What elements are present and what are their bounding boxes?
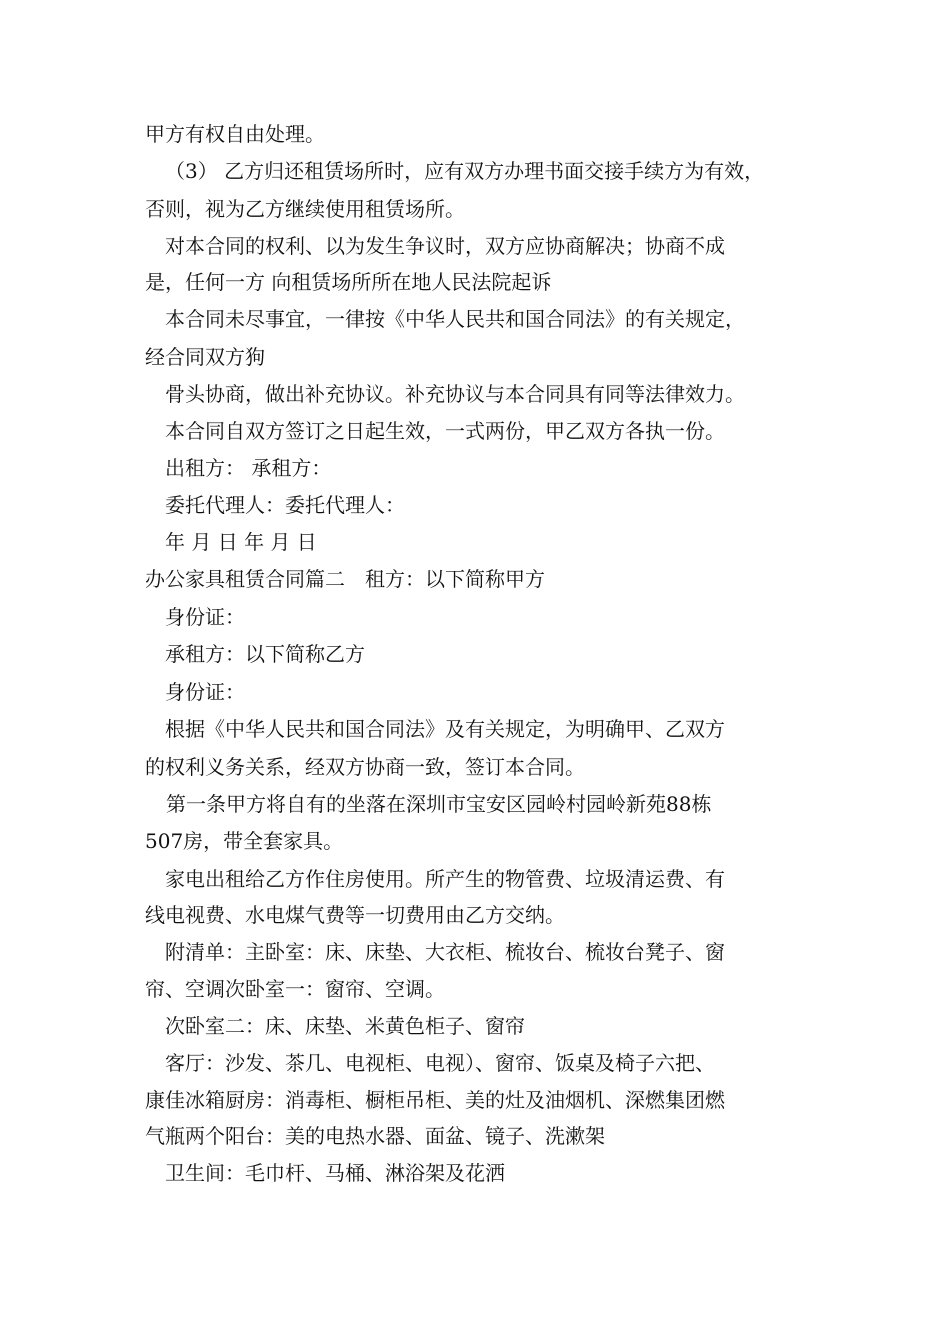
- text-line: 次卧室二：床、床垫、米黄色柜子、窗帘: [165, 1014, 525, 1038]
- text-line: 出租方： 承租方：: [165, 456, 332, 480]
- text-line: 骨头协商，做出补充协议。补充协议与本合同具有同等法律效力。: [165, 382, 745, 406]
- text-line: 卫生间：毛巾杆、马桶、淋浴架及花洒: [165, 1161, 505, 1185]
- text-line: 本合同自双方签订之日起生效，一式两份，甲乙双方各执一份。: [165, 419, 725, 443]
- text-line: 年 月 日 年 月 日: [165, 530, 317, 554]
- text-line: 附清单：主卧室：床、床垫、大衣柜、梳妆台、梳妆台凳子、窗: [165, 940, 725, 964]
- section-heading: 办公家具租赁合同篇二 租方：以下简称甲方: [145, 567, 545, 591]
- text-line: （3） 乙方归还租赁场所时，应有双方办理书面交接手续方为有效，: [165, 159, 765, 183]
- text-line: 身份证：: [165, 680, 245, 704]
- text-line: 甲方有权自由处理。: [145, 122, 325, 146]
- text-line: 家电出租给乙方作住房使用。所产生的物管费、垃圾清运费、有: [165, 867, 725, 891]
- text-line: 的权利义务关系，经双方协商一致，签订本合同。: [145, 755, 585, 779]
- text-line: 身份证：: [165, 605, 245, 629]
- text-line: 本合同未尽事宜，一律按《中华人民共和国合同法》的有关规定，: [165, 307, 745, 331]
- text-line: 是，任何一方 向租赁场所所在地人民法院起诉: [145, 270, 552, 294]
- text-line: 第一条甲方将自有的坐落在深圳市宝安区园岭村园岭新苑88栋: [166, 792, 712, 816]
- text-line: 客厅：沙发、茶几、电视柜、电视）、窗帘、饭桌及椅子六把、: [165, 1051, 715, 1075]
- text-line: 委托代理人：委托代理人：: [165, 493, 405, 517]
- text-line: 根据《中华人民共和国合同法》及有关规定，为明确甲、乙双方: [165, 717, 725, 741]
- text-line: 康佳冰箱厨房：消毒柜、橱柜吊柜、美的灶及油烟机、深燃集团燃: [145, 1088, 725, 1112]
- text-line: 线电视费、水电煤气费等一切费用由乙方交纳。: [145, 903, 565, 927]
- text-line: 否则，视为乙方继续使用租赁场所。: [145, 197, 465, 221]
- text-line: 对本合同的权利、以为发生争议时，双方应协商解决；协商不成: [165, 234, 725, 258]
- text-line: 承租方：以下简称乙方: [165, 642, 365, 666]
- text-line: 气瓶两个阳台：美的电热水器、面盆、镜子、洗漱架: [145, 1124, 605, 1148]
- text-line: 经合同双方狗: [145, 345, 265, 369]
- text-line: 507房，带全套家具。: [145, 829, 344, 853]
- text-line: 帘、空调次卧室一：窗帘、空调。: [145, 977, 445, 1001]
